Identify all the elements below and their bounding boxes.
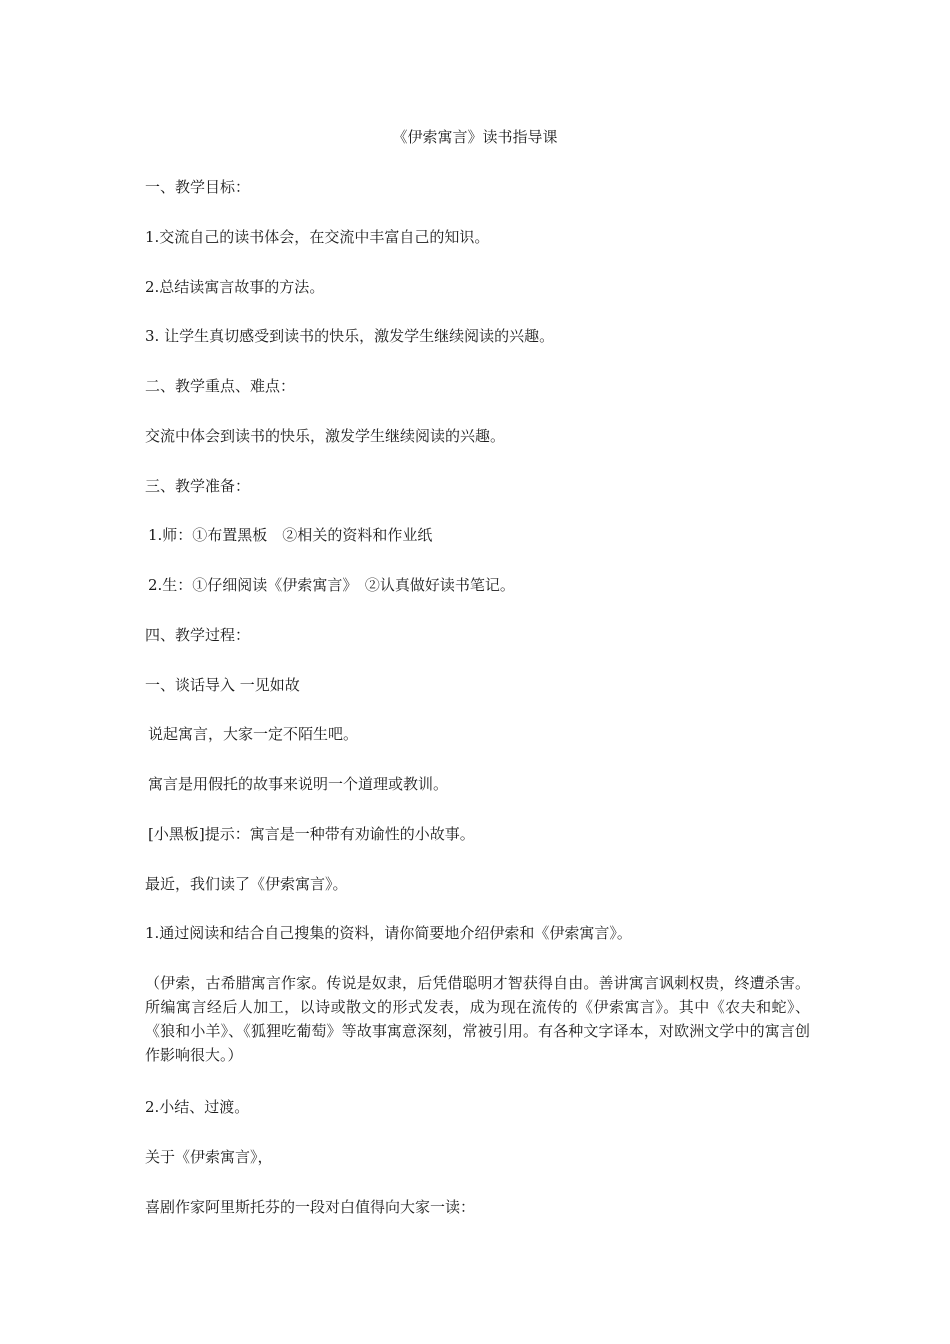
section-heading-preparation: 三、教学准备： xyxy=(145,477,251,495)
intro-line-4: 最近，我们读了《伊索寓言》。 xyxy=(145,875,348,893)
preparation-teacher: 1.师：①布置黑板 ②相关的资料和作业纸 xyxy=(148,526,433,544)
process-step-intro: 一、谈话导入 一见如故 xyxy=(145,676,300,694)
summary-transition: 2.小结、过渡。 xyxy=(145,1098,250,1116)
section-heading-process: 四、教学过程： xyxy=(145,626,251,644)
intro-line-1: 说起寓言，大家一定不陌生吧。 xyxy=(148,725,359,743)
key-points-text: 交流中体会到读书的快乐，激发学生继续阅读的兴趣。 xyxy=(145,427,506,445)
intro-question-1: 1.通过阅读和结合自己搜集的资料，请你简要地介绍伊索和《伊索寓言》。 xyxy=(145,924,632,942)
goal-item-2: 2.总结读寓言故事的方法。 xyxy=(145,278,325,296)
about-aesop-line: 关于《伊索寓言》， xyxy=(145,1148,273,1166)
aristophanes-line: 喜剧作家阿里斯托芬的一段对白值得向大家一读： xyxy=(145,1198,476,1216)
goal-item-3: 3. 让学生真切感受到读书的快乐，激发学生继续阅读的兴趣。 xyxy=(145,327,555,345)
section-heading-key-points: 二、教学重点、难点： xyxy=(145,377,296,395)
document-title: 《伊索寓言》读书指导课 xyxy=(392,128,558,146)
goal-item-1: 1.交流自己的读书体会，在交流中丰富自己的知识。 xyxy=(145,228,490,246)
preparation-student: 2.生：①仔细阅读《伊索寓言》 ②认真做好读书笔记。 xyxy=(148,576,515,594)
section-heading-goals: 一、教学目标： xyxy=(145,178,251,196)
intro-line-3: [小黑板]提示：寓言是一种带有劝谕性的小故事。 xyxy=(148,825,475,843)
aesop-background-paragraph: （伊索，古希腊寓言作家。传说是奴隶，后凭借聪明才智获得自由。善讲寓言讽刺权贵，终遭杀害。所编寓言经后人加工，以诗或散文的形式发表，成为现在流传的《伊索寓言》。其中《农夫和蛇》、《狼和小羊》、《狐狸吃葡萄》等故事寓意深刻，常被引用。有各种文字译本，对欧洲文学中的寓言创作影响很大。） xyxy=(145,974,810,1064)
intro-line-2: 寓言是用假托的故事来说明一个道理或教训。 xyxy=(148,775,449,793)
